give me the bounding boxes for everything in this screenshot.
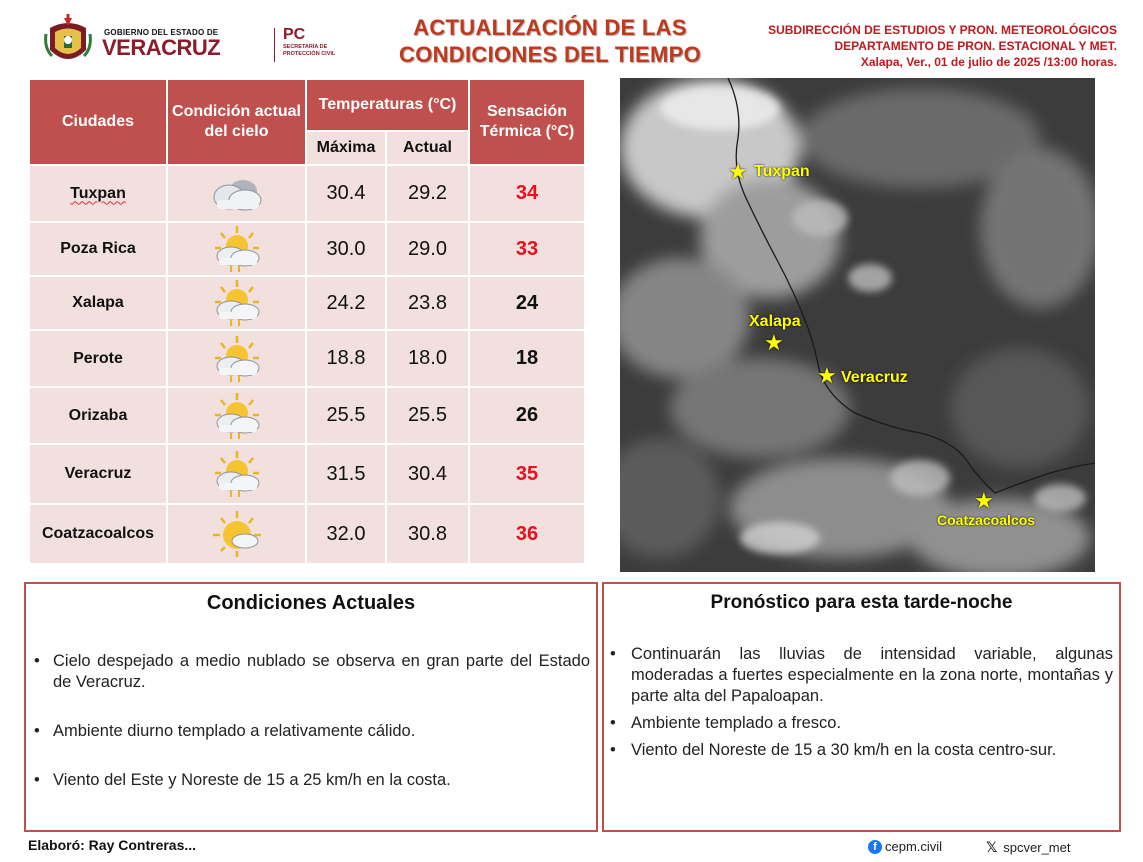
- facebook-link[interactable]: [868, 839, 942, 854]
- current-temp: 30.4: [386, 444, 469, 504]
- feel-temp: 34: [469, 165, 585, 222]
- header-current: Actual: [386, 131, 469, 165]
- feel-temp: 24: [469, 276, 585, 330]
- forecast-title: Pronóstico para esta tarde-noche: [710, 592, 1013, 613]
- current-temp: 30.8: [386, 504, 469, 564]
- partly-cloudy-icon: [209, 391, 265, 441]
- list-item: • Viento del Noreste de 15 a 30 km/h en la costa centro-sur.: [610, 740, 1113, 761]
- table-row: [29, 504, 585, 564]
- table-row: [29, 165, 585, 222]
- partly-cloudy-icon: [209, 449, 265, 499]
- author-credit: Elaboró: Ray Contreras...: [28, 837, 197, 853]
- current-conditions-title: Condiciones Actuales: [206, 592, 416, 614]
- list-item: • Ambiente diurno templado a relativamente cálido.: [34, 721, 590, 742]
- header-cities: Ciudades: [29, 79, 167, 165]
- pc-subtitle: SECRETARÍA DE PROTECCIÓN CIVIL: [283, 44, 336, 57]
- date-line: Xalapa, Ver., 01 de julio de 2025 /13:00 horas.: [860, 55, 1117, 69]
- condition-cell: [167, 387, 306, 444]
- feel-temp: 33: [469, 222, 585, 276]
- city-name: Veracruz: [29, 444, 167, 504]
- mostly-sunny-icon: [209, 509, 265, 559]
- partly-cloudy-icon: [209, 278, 265, 328]
- logo-divider: [274, 28, 275, 62]
- cloudy-icon: [207, 173, 267, 215]
- star-icon: ★: [974, 488, 994, 513]
- current-temp: 29.0: [386, 222, 469, 276]
- header-condition: Condición actual del cielo: [167, 79, 306, 165]
- condition-cell: [167, 276, 306, 330]
- list-item: • Ambiente templado a fresco.: [610, 713, 1113, 734]
- dept-line-2: DEPARTAMENTO DE PRON. ESTACIONAL Y MET.: [834, 39, 1117, 53]
- x-icon: 𝕏: [986, 839, 998, 855]
- page-title: [380, 14, 720, 68]
- department-info: [697, 22, 1117, 70]
- x-link[interactable]: [986, 839, 1070, 856]
- forecast-list: [610, 644, 1113, 761]
- dept-line-1: SUBDIRECCIÓN DE ESTUDIOS Y PRON. METEOROLÓGICOS: [768, 23, 1117, 37]
- pc-logo: PC: [283, 26, 306, 43]
- max-temp: 25.5: [306, 387, 386, 444]
- feel-temp: 35: [469, 444, 585, 504]
- facebook-handle: cepm.civil: [885, 839, 943, 854]
- weather-table: [28, 78, 586, 565]
- forecast-panel: [602, 582, 1121, 832]
- max-temp: 31.5: [306, 444, 386, 504]
- title-line-1: ACTUALIZACIÓN DE LAS: [413, 15, 687, 40]
- table-row: [29, 387, 585, 444]
- max-temp: 18.8: [306, 330, 386, 387]
- condition-cell: [167, 222, 306, 276]
- table-row: [29, 222, 585, 276]
- map-label-tuxpan: Tuxpan: [754, 163, 810, 180]
- city-name: Tuxpan: [70, 184, 126, 202]
- x-handle: spcver_met: [1003, 840, 1071, 855]
- header-max: Máxima: [306, 131, 386, 165]
- current-temp: 25.5: [386, 387, 469, 444]
- gov-name: VERACRUZ: [102, 35, 221, 60]
- condition-cell: [167, 165, 306, 222]
- current-temp: 18.0: [386, 330, 469, 387]
- star-icon: ★: [764, 330, 784, 355]
- table-row: [29, 330, 585, 387]
- list-item: • Viento del Este y Noreste de 15 a 25 km/h en la costa.: [34, 770, 590, 791]
- table-row: [29, 276, 585, 330]
- partly-cloudy-icon: [209, 334, 265, 384]
- feel-temp: 18: [469, 330, 585, 387]
- gov-small-text: GOBIERNO DEL ESTADO DE: [104, 28, 219, 37]
- list-item: • Continuarán las lluvias de intensidad variable, algunas moderadas a fuertes especialmente en la zona norte, montañas y parte alta del Papaloapan.: [610, 644, 1113, 707]
- star-icon: ★: [817, 363, 837, 388]
- map-label-xalapa: Xalapa: [749, 313, 801, 330]
- header-feel: Sensación Térmica (°C): [469, 79, 585, 165]
- feel-temp: 26: [469, 387, 585, 444]
- condition-cell: [167, 330, 306, 387]
- city-name: Perote: [29, 330, 167, 387]
- condition-cell: [167, 444, 306, 504]
- satellite-image: [620, 78, 1095, 572]
- state-logo: [42, 14, 336, 68]
- title-line-2: CONDICIONES DEL TIEMPO: [399, 42, 701, 67]
- current-conditions-panel: [24, 582, 598, 832]
- city-name: Orizaba: [29, 387, 167, 444]
- feel-temp: 36: [469, 504, 585, 564]
- coat-of-arms-icon: [42, 14, 94, 70]
- current-temp: 29.2: [386, 165, 469, 222]
- satellite-picture: [620, 78, 1095, 572]
- current-temp: 23.8: [386, 276, 469, 330]
- max-temp: 32.0: [306, 504, 386, 564]
- max-temp: 30.4: [306, 165, 386, 222]
- condition-cell: [167, 504, 306, 564]
- header-temperatures: Temperaturas (°C): [306, 79, 469, 131]
- list-item: • Cielo despejado a medio nublado se observa en gran parte del Estado de Veracruz.: [34, 651, 590, 693]
- max-temp: 30.0: [306, 222, 386, 276]
- map-label-coatzacoalcos: Coatzacoalcos: [937, 512, 1036, 528]
- city-name: Poza Rica: [29, 222, 167, 276]
- partly-cloudy-icon: [209, 224, 265, 274]
- city-cell: [29, 165, 167, 222]
- city-name: Xalapa: [29, 276, 167, 330]
- city-name: Coatzacoalcos: [29, 504, 167, 564]
- current-conditions-list: [34, 651, 590, 791]
- table-row: [29, 444, 585, 504]
- star-icon: ★: [728, 159, 748, 184]
- map-label-veracruz: Veracruz: [841, 369, 908, 386]
- facebook-icon: f: [868, 840, 882, 854]
- max-temp: 24.2: [306, 276, 386, 330]
